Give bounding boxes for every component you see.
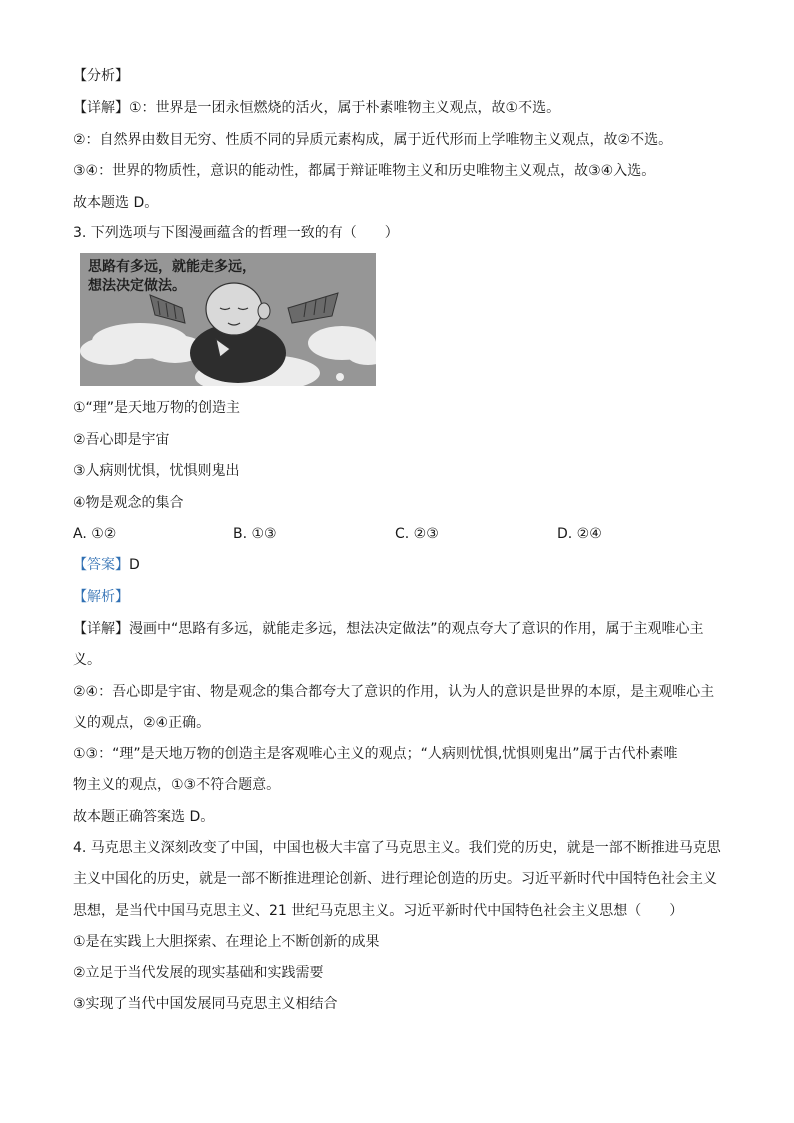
answer-conclusion: 故本题选 D。 xyxy=(73,195,159,211)
option-d: D. ②④ xyxy=(557,526,602,542)
detail-paragraph-3: ③④：世界的物质性，意识的能动性，都属于辩证唯物主义和历史唯物主义观点，故③④入选。 xyxy=(73,163,656,179)
question-4-stem-line-2: 主义中国化的历史，就是一部不断推进理论创新、进行理论创造的历史。习近平新时代中国特色社会主义 xyxy=(73,871,717,887)
statement-2: ②吾心即是宇宙 xyxy=(73,432,170,448)
analysis-detail-label: 【详解】 xyxy=(73,621,129,637)
detail-text: ①：世界是一团永恒燃烧的活火，属于朴素唯物主义观点，故①不选。 xyxy=(129,100,561,116)
detail-paragraph-2: ②：自然界由数目无穷、性质不同的异质元素构成，属于近代形而上学唯物主义观点，故②不选。 xyxy=(73,132,673,148)
section-label-analysis: 【分析】 xyxy=(73,68,129,84)
question-4-stem-line-1: 4. 马克思主义深刻改变了中国，中国也极大丰富了马克思主义。我们党的历史，就是一部不断推进马克思 xyxy=(73,840,721,856)
question-4-statement-1: ①是在实践上大胆探索、在理论上不断创新的成果 xyxy=(73,934,380,950)
analysis-paragraph-3: ①③：“理”是天地万物的创造主是客观唯心主义的观点；“人病则忧惧,忧惧则鬼出”属于古代朴素唯 xyxy=(73,746,678,762)
statement-3: ③人病则忧惧，忧惧则鬼出 xyxy=(73,463,240,479)
answer-value: D xyxy=(129,557,140,573)
analysis-conclusion: 故本题正确答案选 D。 xyxy=(73,809,215,825)
statement-4: ④物是观念的集合 xyxy=(73,495,184,511)
question-4-statement-2: ②立足于当代发展的现实基础和实践需要 xyxy=(73,965,324,981)
analysis-label: 【解析】 xyxy=(73,589,129,605)
answer-label: 【答案】 xyxy=(73,557,129,573)
question-4-statement-3: ③实现了当代中国发展同马克思主义相结合 xyxy=(73,996,338,1012)
question-3-stem: 3. 下列选项与下图漫画蕴含的哲理一致的有（ ） xyxy=(73,225,399,241)
detail-paragraph-1 xyxy=(73,98,560,118)
question-4-stem-line-3: 思想，是当代中国马克思主义、21 世纪马克思主义。习近平新时代中国特色社会主义思想（ ） xyxy=(73,903,684,919)
option-a: A. ①② xyxy=(73,526,117,542)
analysis-text-1: 漫画中“思路有多远，就能走多远，想法决定做法”的观点夸大了意识的作用，属于主观唯心主 xyxy=(129,621,704,637)
analysis-paragraph-2-cont: 义的观点，②④正确。 xyxy=(73,715,211,731)
analysis-paragraph-3-cont: 物主义的观点，①③不符合题意。 xyxy=(73,777,281,793)
answer-row xyxy=(73,555,140,575)
analysis-paragraph-2: ②④：吾心即是宇宙、物是观念的集合都夸大了意识的作用，认为人的意识是世界的本原，是主观唯心主 xyxy=(73,684,715,700)
detail-label: 【详解】 xyxy=(73,100,129,116)
statement-1: ①“理”是天地万物的创造主 xyxy=(73,400,241,416)
analysis-paragraph-1-cont: 义。 xyxy=(73,652,101,668)
option-c: C. ②③ xyxy=(395,526,439,542)
analysis-paragraph-1 xyxy=(73,619,704,639)
option-b: B. ①③ xyxy=(233,526,277,542)
cartoon-caption-line-2: 想法决定做法。 xyxy=(88,278,186,294)
cartoon-image xyxy=(80,253,376,386)
cartoon-caption-line-1: 思路有多远，就能走多远， xyxy=(88,259,256,275)
